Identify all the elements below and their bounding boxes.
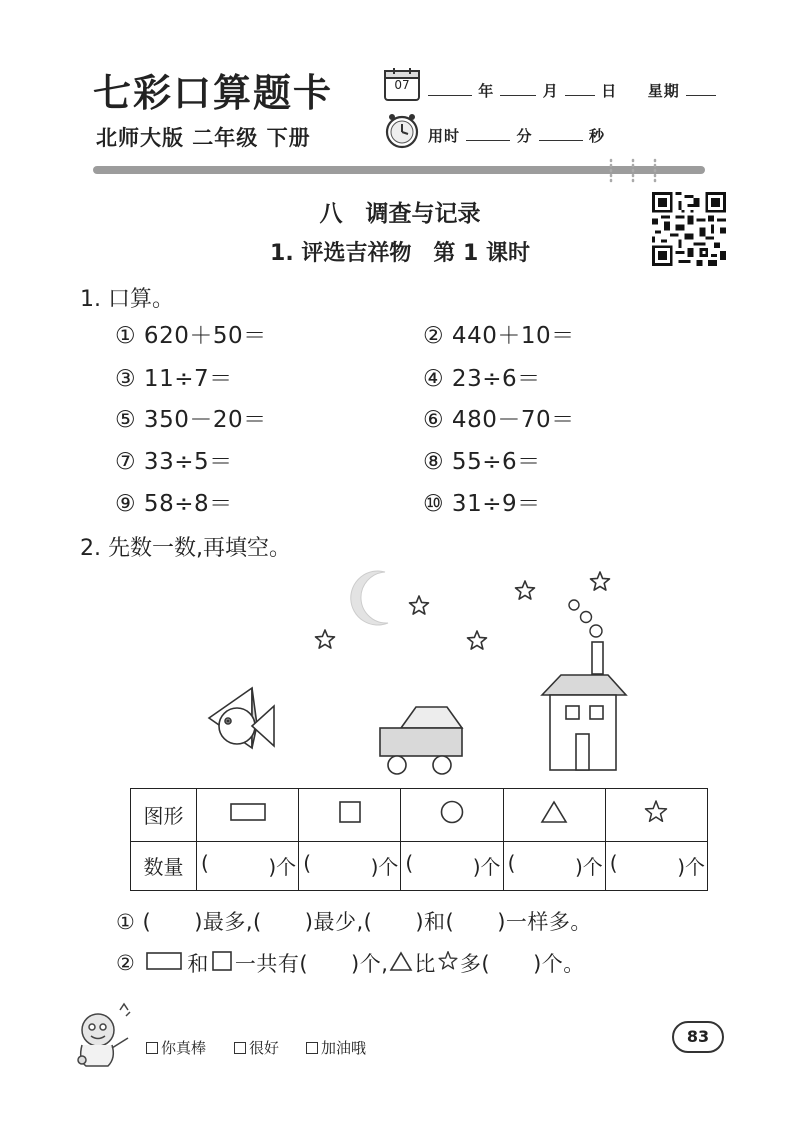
fill-in-2-number: ② (116, 951, 136, 975)
shape-cell-square (299, 789, 401, 842)
star-icon (516, 581, 535, 599)
minute-label: 分 (516, 127, 533, 145)
counting-illustration (200, 565, 640, 780)
mascot-icon (70, 1000, 138, 1072)
problem-7: ⑦ 33÷5＝ (115, 449, 233, 475)
shape-row (131, 789, 708, 842)
triangle-icon (540, 800, 568, 824)
checkbox[interactable] (306, 1042, 318, 1054)
star-icon (468, 631, 487, 649)
brand-title: 七彩口算题卡 (93, 70, 334, 115)
star-icon (643, 799, 669, 825)
count-row (131, 841, 708, 890)
month-label: 月 (542, 82, 559, 100)
circle-icon (439, 799, 465, 825)
star-icon (591, 572, 610, 590)
fish-figure (209, 688, 274, 748)
problem-9: ⑨ 58÷8＝ (115, 491, 233, 517)
fill-in-1: ① ( )最多,( )最少,( )和( )一样多。 (116, 910, 592, 934)
question2-heading: 2. 先数一数,再填空。 (80, 536, 291, 561)
rating-option-keep-going[interactable]: 加油哦 (306, 1037, 366, 1058)
fill-in-2-compare: 比 (414, 952, 436, 976)
star-icon (437, 950, 459, 977)
count-cell[interactable]: ( )个 (401, 841, 503, 890)
problem-4: ④ 23÷6＝ (423, 366, 541, 392)
edition-label: 北师大版 二年级 下册 (96, 126, 311, 150)
shape-cell-circle (401, 789, 503, 842)
star-icon (316, 630, 335, 648)
time-line (428, 125, 605, 146)
count-row-label: 数量 (131, 841, 197, 890)
shape-cell-triangle (503, 789, 605, 842)
rectangle-icon (229, 801, 267, 823)
shape-cell-star (605, 789, 707, 842)
car-figure (380, 707, 462, 774)
triangle-icon (389, 950, 413, 977)
count-cell[interactable]: ( )个 (503, 841, 605, 890)
section-title: 八 调查与记录 (319, 201, 481, 227)
calendar-day: 07 (394, 78, 410, 92)
divider-decoration (603, 158, 663, 184)
count-table (130, 788, 708, 891)
date-line (428, 80, 716, 101)
clock-icon (383, 112, 421, 150)
square-icon (338, 800, 362, 824)
year-label: 年 (478, 82, 495, 100)
lesson-title: 1. 评选吉祥物 第 1 课时 (270, 241, 530, 266)
fill-in-2 (116, 948, 585, 978)
time-prefix: 用时 (428, 127, 461, 145)
house-figure (542, 642, 626, 770)
fill-in-2-and: 和 (187, 952, 209, 976)
problem-5: ⑤ 350－20＝ (115, 407, 267, 433)
count-cell[interactable]: ( )个 (605, 841, 707, 890)
problem-1: ① 620＋50＝ (115, 323, 267, 349)
rating-option-good[interactable]: 很好 (234, 1037, 279, 1058)
weekday-label: 星期 (647, 82, 680, 100)
count-cell[interactable]: ( )个 (299, 841, 401, 890)
moon-icon (351, 571, 388, 625)
problem-6: ⑥ 480－70＝ (423, 407, 575, 433)
shape-cell-rectangle (197, 789, 299, 842)
fill-in-2-total: 一共有( )个, (234, 952, 389, 976)
problem-10: ⑩ 31÷9＝ (423, 491, 541, 517)
rating-option-great[interactable]: 你真棒 (146, 1037, 206, 1058)
checkbox[interactable] (146, 1042, 158, 1054)
fill-in-2-compare-end: 多( )个。 (459, 952, 585, 976)
rectangle-icon (145, 950, 183, 977)
second-label: 秒 (588, 127, 605, 145)
checkbox[interactable] (234, 1042, 246, 1054)
page-number: 83 (672, 1021, 724, 1053)
problem-2: ② 440＋10＝ (423, 323, 575, 349)
day-label: 日 (601, 82, 618, 100)
count-cell[interactable]: ( )个 (197, 841, 299, 890)
problem-8: ⑧ 55÷6＝ (423, 449, 541, 475)
star-icon (410, 596, 429, 614)
shape-row-label: 图形 (131, 789, 197, 842)
problem-3: ③ 11÷7＝ (115, 366, 233, 392)
square-icon (211, 950, 233, 977)
question1-heading: 1. 口算。 (80, 287, 174, 312)
